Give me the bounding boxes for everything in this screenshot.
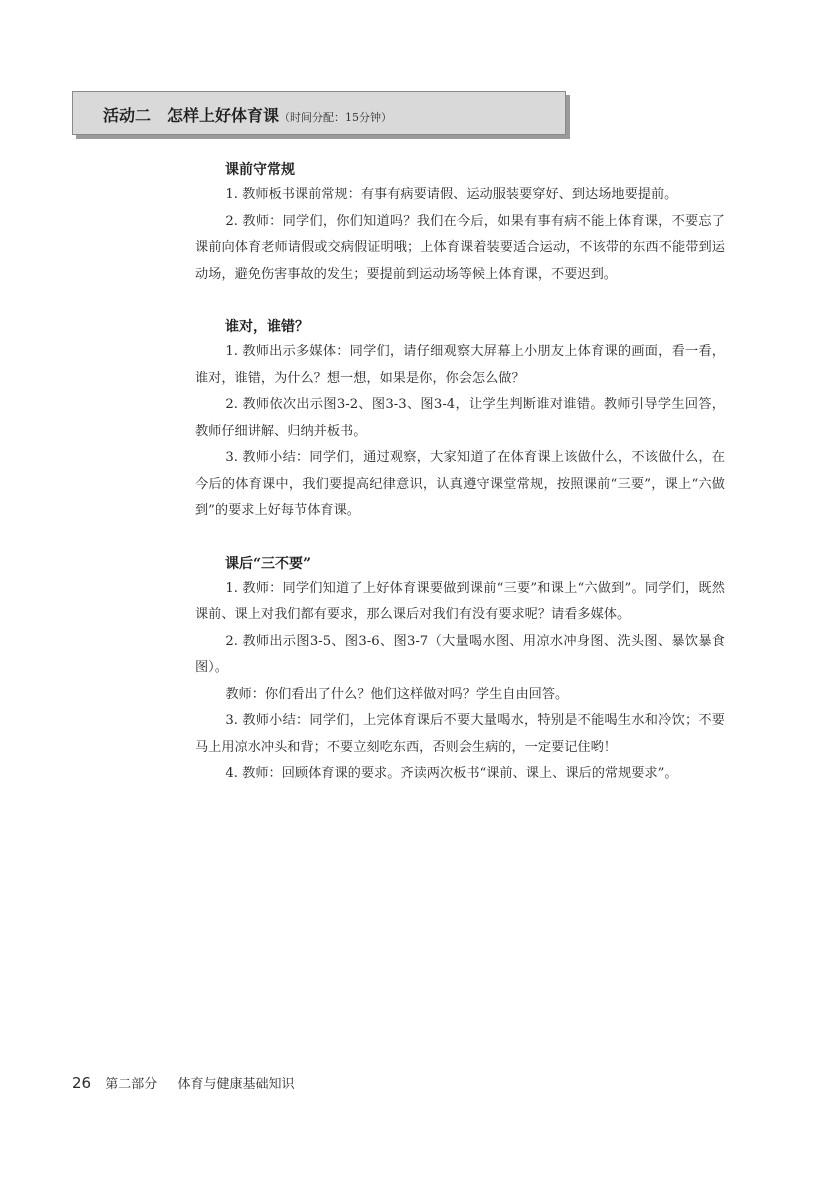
section-before-class <box>195 158 725 288</box>
section-title: 课后“三不要” <box>225 555 312 572</box>
paragraph: 2. 教师出示图3-5、图3-6、图3-7（大量喝水图、用凉水冲身图、洗头图、暴饮暴食图）。 <box>195 633 725 675</box>
section-right-wrong <box>195 315 725 525</box>
part-label: 第二部分 <box>105 1077 158 1092</box>
paragraph: 1. 教师：同学们知道了上好体育课要做到课前“三要”和课上“六做到”。同学们，既然课前、课上对我们都有要求，那么课后对我们有没有要求呢？请看多媒体。 <box>195 580 725 622</box>
activity-number: 活动二 <box>103 106 152 125</box>
time-allocation: （时间分配：15分钟） <box>279 111 393 124</box>
paragraph: 教师：你们看出了什么？他们这样做对吗？学生自由回答。 <box>225 686 569 702</box>
paragraph: 1. 教师出示多媒体：同学们，请仔细观察大屏幕上小朋友上体育课的画面，看一看，谁对，谁错，为什么？想一想，如果是你，你会怎么做？ <box>195 344 725 386</box>
section-title: 课前守常规 <box>225 162 295 178</box>
paragraph: 2. 教师：同学们，你们知道吗？我们在今后，如果有事有病不能上体育课，不要忘了课前向体育老师请假或交病假证明哦；上体育课着装要适合运动，不该带的东西不能带到运动场，避免伤害事故的发生；要提前到运动场等候上体育课，不要迟到。 <box>195 213 725 282</box>
paragraph: 1. 教师板书课前常规：有事有病要请假、运动服装要穿好、到达场地要提前。 <box>225 187 678 202</box>
paragraph: 3. 教师小结：同学们，通过观察，大家知道了在体育课上该做什么，不该做什么，在今后的体育课中，我们要提高纪律意识，认真遵守课堂常规，按照课前“三要”，课上“六做到”的要求上好每节体育课。 <box>195 450 725 518</box>
paragraph: 3. 教师小结：同学们，上完体育课后不要大量喝水，特别是不能喝生水和冷饮；不要马上用凉水冲头和背；不要立刻吃东西，否则会生病的，一定要记住哟！ <box>195 713 725 755</box>
page-footer <box>72 1073 295 1092</box>
page-body <box>195 158 725 815</box>
activity-header <box>72 91 566 135</box>
activity-name: 怎样上好体育课 <box>167 106 280 125</box>
page-number: 26 <box>72 1074 92 1092</box>
paragraph: 2. 教师依次出示图3-2、图3-3、图3-4，让学生判断谁对谁错。教师引导学生回答，教师仔细讲解、归纳并板书。 <box>195 397 725 439</box>
section-title: 谁对，谁错？ <box>225 319 309 335</box>
section-after-class <box>195 552 725 788</box>
paragraph: 4. 教师：回顾体育课的要求。齐读两次板书“课前、课上、课后的常规要求”。 <box>225 766 678 781</box>
book-title: 体育与健康基础知识 <box>177 1077 295 1092</box>
activity-title <box>103 103 392 126</box>
